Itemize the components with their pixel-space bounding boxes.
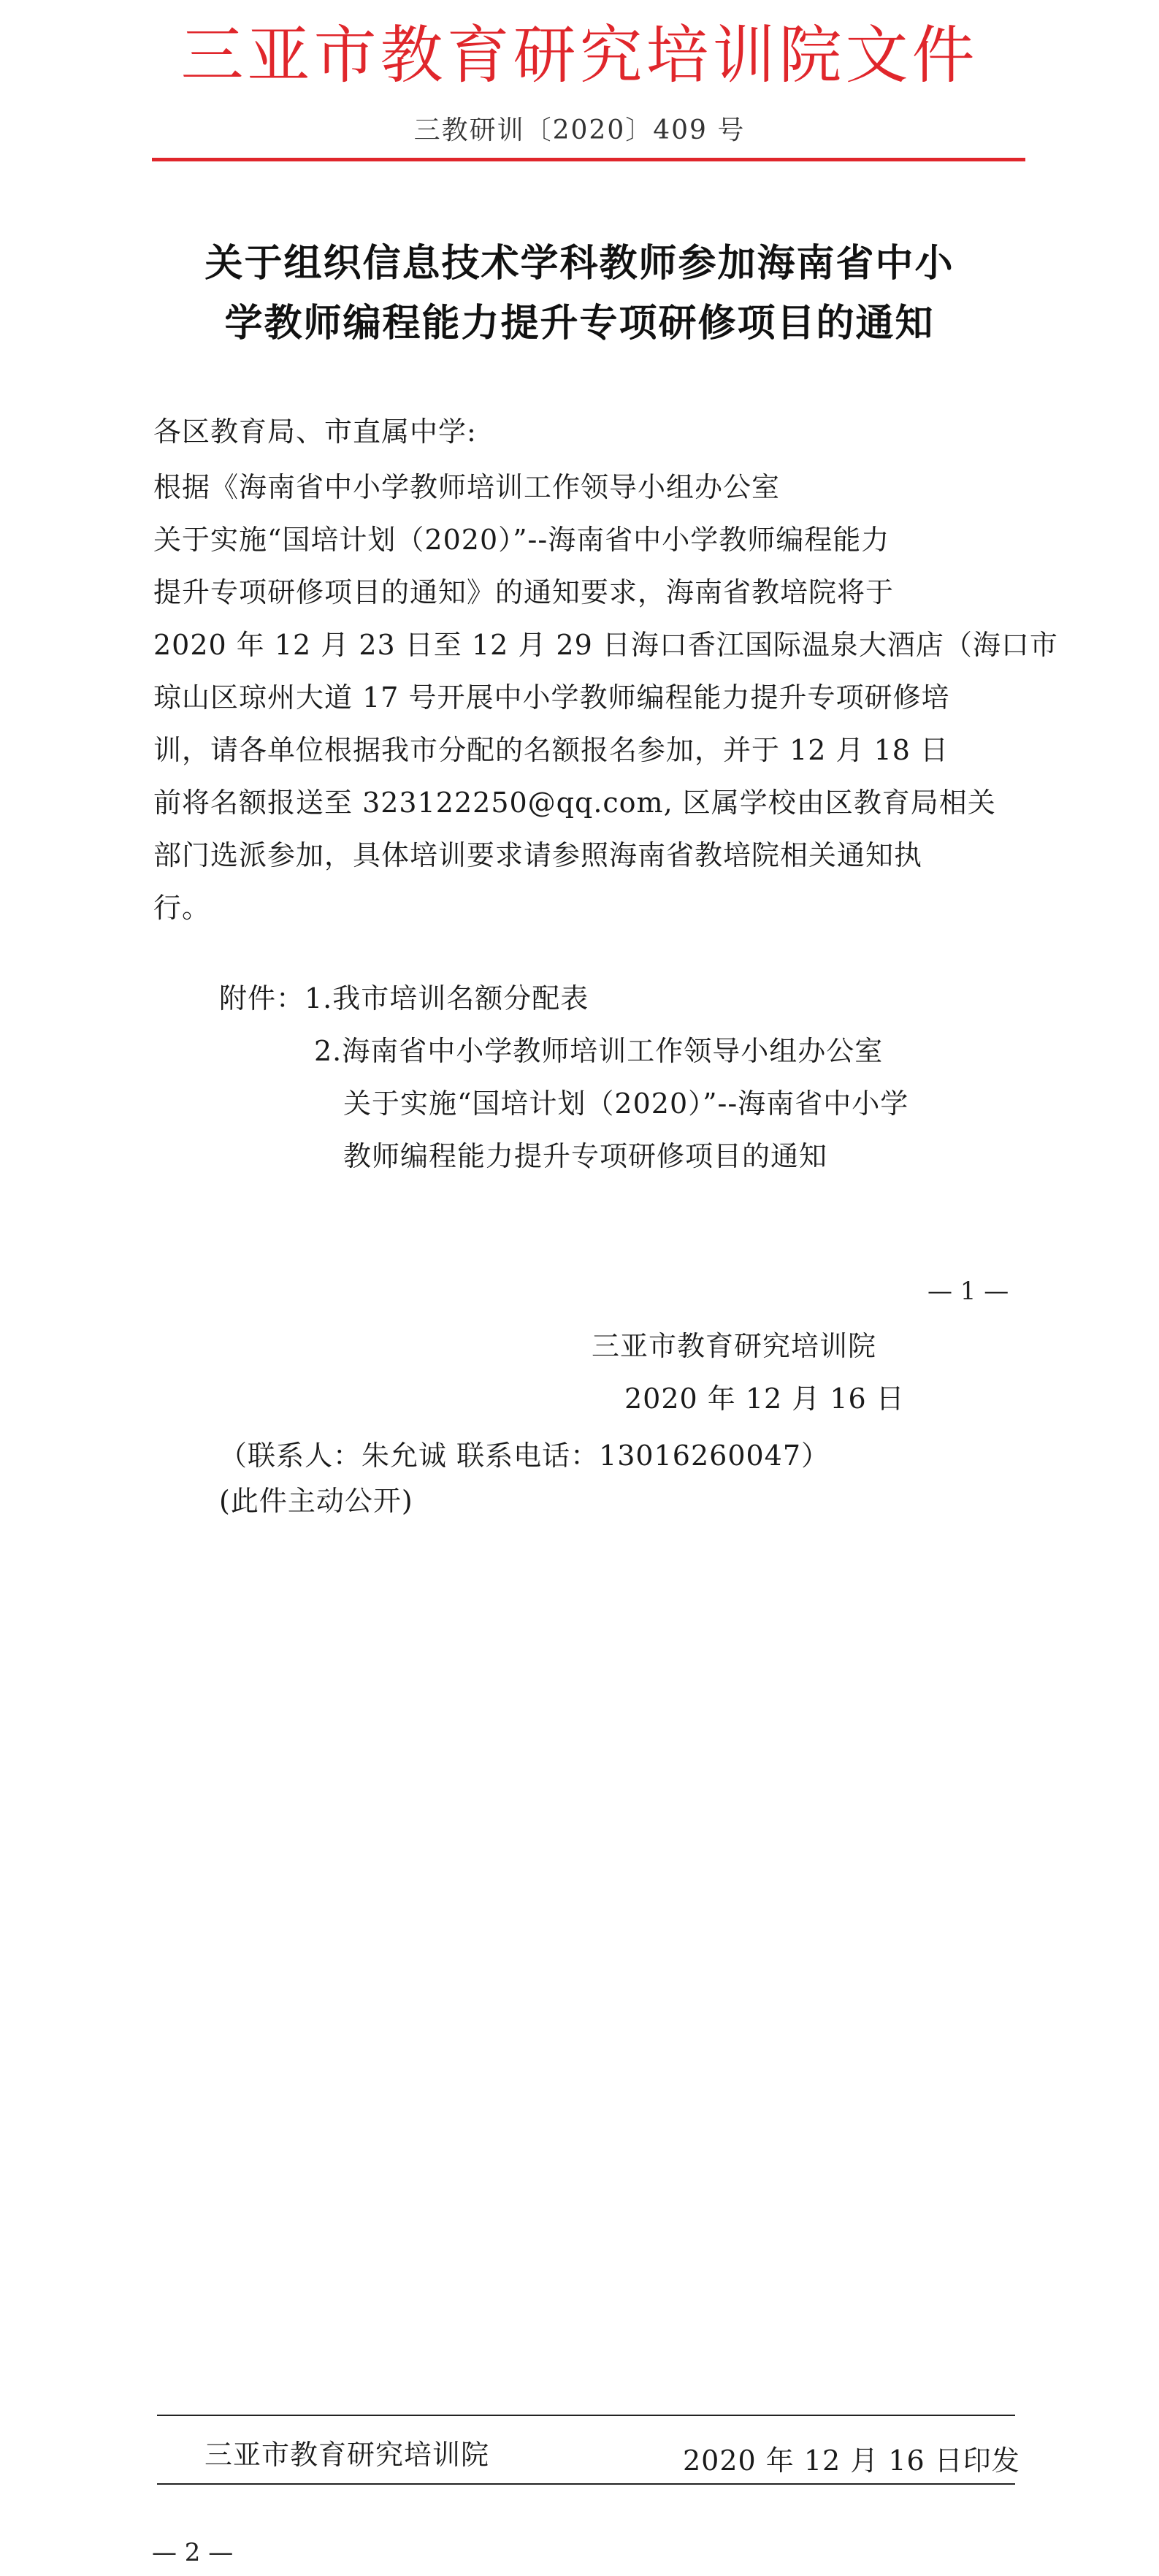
- document-number: 三教研训〔2020〕409 号: [413, 115, 746, 145]
- document-header-title: 三亚市教育研究培训院文件: [180, 19, 979, 92]
- body-line: 提升专项研修项目的通知》的通知要求，海南省教培院将于: [153, 576, 895, 608]
- body-line: 行。: [153, 892, 211, 924]
- page-number-1: — 1 —: [927, 1277, 1009, 1306]
- body-line: 琼山区琼州大道 17 号开展中小学教师编程能力提升专项研修培: [153, 681, 950, 714]
- attachment-item-1: 附件：1.我市培训名额分配表: [219, 982, 589, 1014]
- footer-issuer: 三亚市教育研究培训院: [204, 2439, 490, 2471]
- footer-issue-date: 2020 年 12 月 16 日印发: [683, 2445, 1020, 2477]
- footer-bottom-rule: [157, 2483, 1015, 2485]
- page-number-2: — 2 —: [152, 2538, 234, 2567]
- attachment-item-2-line: 教师编程能力提升专项研修项目的通知: [343, 1140, 828, 1172]
- header-divider: [152, 158, 1025, 161]
- attachment-item-2-line: 2.海南省中小学教师培训工作领导小组办公室: [314, 1035, 884, 1067]
- body-line: 关于实施“国培计划（2020）”--海南省中小学教师编程能力: [153, 524, 890, 556]
- body-line: 2020 年 12 月 23 日至 12 月 29 日海口香江国际温泉大酒店（海口市: [153, 629, 1058, 661]
- notice-title-line-1: 关于组织信息技术学科教师参加海南省中小: [204, 241, 955, 286]
- body-line: 训，请各单位根据我市分配的名额报名参加，并于 12 月 18 日: [153, 734, 949, 766]
- notice-title-line-2: 学教师编程能力提升专项研修项目的通知: [224, 301, 935, 345]
- footer-top-rule: [157, 2415, 1015, 2416]
- public-disclosure-note: (此件主动公开): [219, 1485, 413, 1517]
- body-line: 根据《海南省中小学教师培训工作领导小组办公室: [153, 471, 781, 503]
- attachment-item-2-line: 关于实施“国培计划（2020）”--海南省中小学: [343, 1088, 909, 1120]
- body-line: 前将名额报送至 323122250@qq.com, 区属学校由区教育局相关: [153, 787, 996, 819]
- signature-org: 三亚市教育研究培训院: [592, 1330, 877, 1362]
- signature-date: 2020 年 12 月 16 日: [624, 1383, 905, 1415]
- contact-info: （联系人：朱允诚 联系电话：13016260047）: [219, 1440, 830, 1472]
- salutation: 各区教育局、市直属中学:: [153, 416, 477, 448]
- body-line: 部门选派参加，具体培训要求请参照海南省教培院相关通知执: [153, 839, 923, 871]
